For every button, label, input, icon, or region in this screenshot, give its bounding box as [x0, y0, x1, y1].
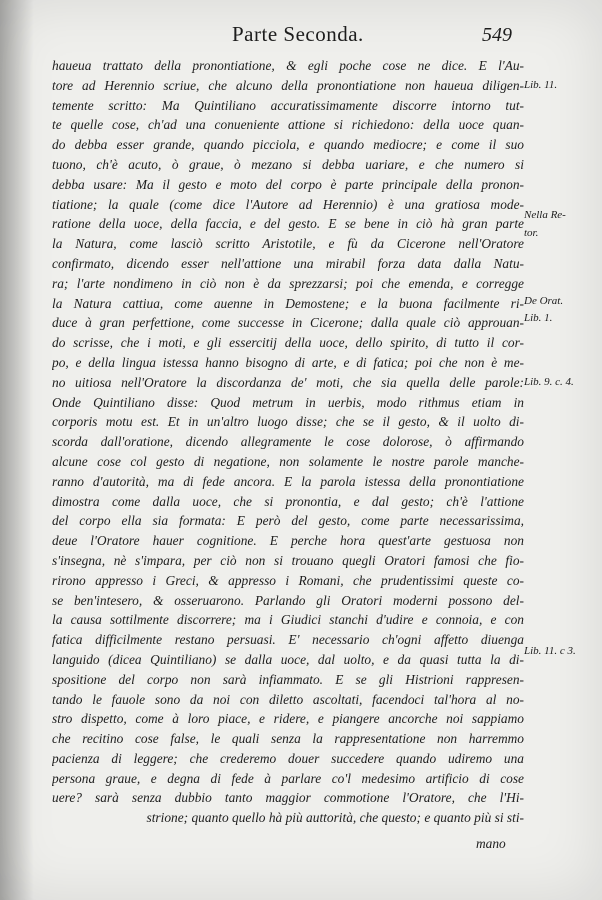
- text-line: uere? sarà senza dubbio tanto maggior commotione l'Oratore, che l'Hi-: [52, 790, 524, 806]
- margin-note: Lib. 11.: [524, 78, 558, 91]
- text-line: ranno d'autorità, ma di fede ancora. E la parola istessa della pronontiatione: [52, 473, 524, 489]
- catchword: mano: [476, 836, 506, 851]
- text-line: tando le fauole sono da noi con diletto ascoltati, facendoci tal'hora al no-: [52, 691, 524, 707]
- page-number: 549: [482, 24, 512, 46]
- text-line: deue l'Oratore hauer cognitione. E perche hora quest'arte gestuosa non: [52, 533, 524, 549]
- text-line: dimostra come dalla uoce, che si pronontia, e dal gesto; ch'è l'attione: [52, 493, 524, 509]
- text-line: ratione della uoce, della faccia, e del gesto. E se bene in ciò hà gran parte: [52, 216, 524, 232]
- text-line: che recitino cose false, le quali senza la rappresentatione non harremmo: [52, 731, 524, 747]
- margin-note: De Orat.: [524, 294, 564, 307]
- text-line: tore ad Herennio scriue, che alcuno della pronontiatione non haueua diligen-: [52, 77, 524, 93]
- text-line: strione; quanto quello hà più auttorità, che questo; e quanto più si sti-: [146, 810, 524, 826]
- text-line: rirono appresso i Greci, & appresso i Romani, che prudentissimi queste co-: [52, 572, 524, 588]
- text-line: tiatione; la quale (come dice l'Autore ad Herennio) è una gratiosa mode-: [52, 196, 524, 212]
- margin-note: Nella Re-: [524, 209, 566, 222]
- text-line: la Natura, come lasciò scritto Aristotile, e fù da Cicerone nell'Oratore: [52, 236, 524, 252]
- text-line: la Natura cattiua, come auenne in Demostene; e la buona facilmente ri-: [52, 295, 524, 311]
- text-line: confirmato, dicendo esser nell'attione una mirabil forza data dalla Natu-: [52, 255, 524, 271]
- text-line: persona graue, e degna di fede à parlare co'l medesimo artificio di cose: [52, 770, 524, 786]
- text-line: pacienza di leggere; che crederemo douer succedere quando udiremo una: [52, 750, 524, 766]
- text-line: do scrisse, che i moti, e gli essercitij della uoce, dello spirito, di tutto il cor-: [52, 335, 524, 351]
- margin-note: Lib. 11. c 3.: [524, 645, 576, 658]
- text-line: stro dispetto, come à loro piace, e ridere, e piangere ancorche noi sappiamo: [52, 711, 524, 727]
- text-line: tuono, ch'è acuto, ò graue, ò mezano si debba uariare, e che numero si: [52, 156, 524, 172]
- text-line: po, e della lingua istessa hanno bisogno di arte, e di fatica; poi che non è me-: [52, 354, 524, 370]
- text-line: del corpo ella sia formata: E però del gesto, come parte necessarissima,: [52, 513, 524, 529]
- text-line: s'insegna, nè s'impara, per ciò non si trouano quegli Oratori famosi che fio-: [52, 552, 524, 568]
- margin-notes: [524, 56, 602, 856]
- text-line: no uitiosa nell'Oratore la discordanza de' moti, che sia quella delle parole:: [52, 374, 524, 390]
- margin-note: Lib. 9. c. 4.: [524, 375, 574, 388]
- gutter-shadow: [0, 0, 34, 900]
- margin-note: tor.: [524, 227, 539, 240]
- body-text: [52, 56, 524, 828]
- text-line: debba usare: Ma il gesto e moto del corpo è parte principale della pronon-: [52, 176, 524, 192]
- text-line: languido (dicea Quintiliano) se dalla uoce, dal uolto, e da quasi tutta la di-: [52, 651, 524, 667]
- text-line: spositione del corpo non sarà infiammato. E se gli Histrioni rappresen-: [52, 671, 524, 687]
- text-line: haueua trattato della pronontiatione, & egli poche cose ne dice. E l'Au-: [52, 58, 524, 73]
- running-head: Parte Seconda.: [232, 22, 364, 46]
- text-line: alcune cose col gesto di negatione, non solamente le nostre parole manche-: [52, 453, 524, 469]
- text-line: se ben'intesero, & osseruarono. Parlando gli Oratori moderni possono del-: [52, 592, 524, 608]
- text-line: temente scritto: Ma Quintiliano accuratissimamente discorre intorno tut-: [52, 97, 524, 113]
- text-line: corporis motu est. Et in un'altro luogo disse; che se il gesto, & il uolto di-: [52, 414, 524, 430]
- text-line: la causa sottilmente discorrere; ma i Giudici stanchi d'udire e connoia, e con: [52, 612, 524, 628]
- text-line: fatica difficilmente restano persuasi. E' necessario ch'ogni affetto diuenga: [52, 632, 524, 648]
- text-line: te quelle cose, ch'ad una conueniente attione si richiedono: della uoce quan-: [52, 117, 524, 133]
- text-line: ra; l'arte nondimeno in ciò non è da sprezzarsi; poi che emenda, e corregge: [52, 275, 524, 291]
- text-line: scorda dall'oratione, dicendo allegramente le cose dolorose, ò affirmando: [52, 434, 524, 450]
- text-line: Onde Quintiliano disse: Quod metrum in uerbis, modo rithmus etiam in: [52, 394, 524, 410]
- text-line: do debba esser grande, quando picciola, e quando mediocre; e come il suo: [52, 137, 524, 153]
- text-line: duce à gran perfettione, come successe in Cicerone; dalla quale ciò approuan-: [52, 315, 524, 331]
- page-header: [0, 22, 602, 50]
- margin-note: Lib. 1.: [524, 312, 553, 325]
